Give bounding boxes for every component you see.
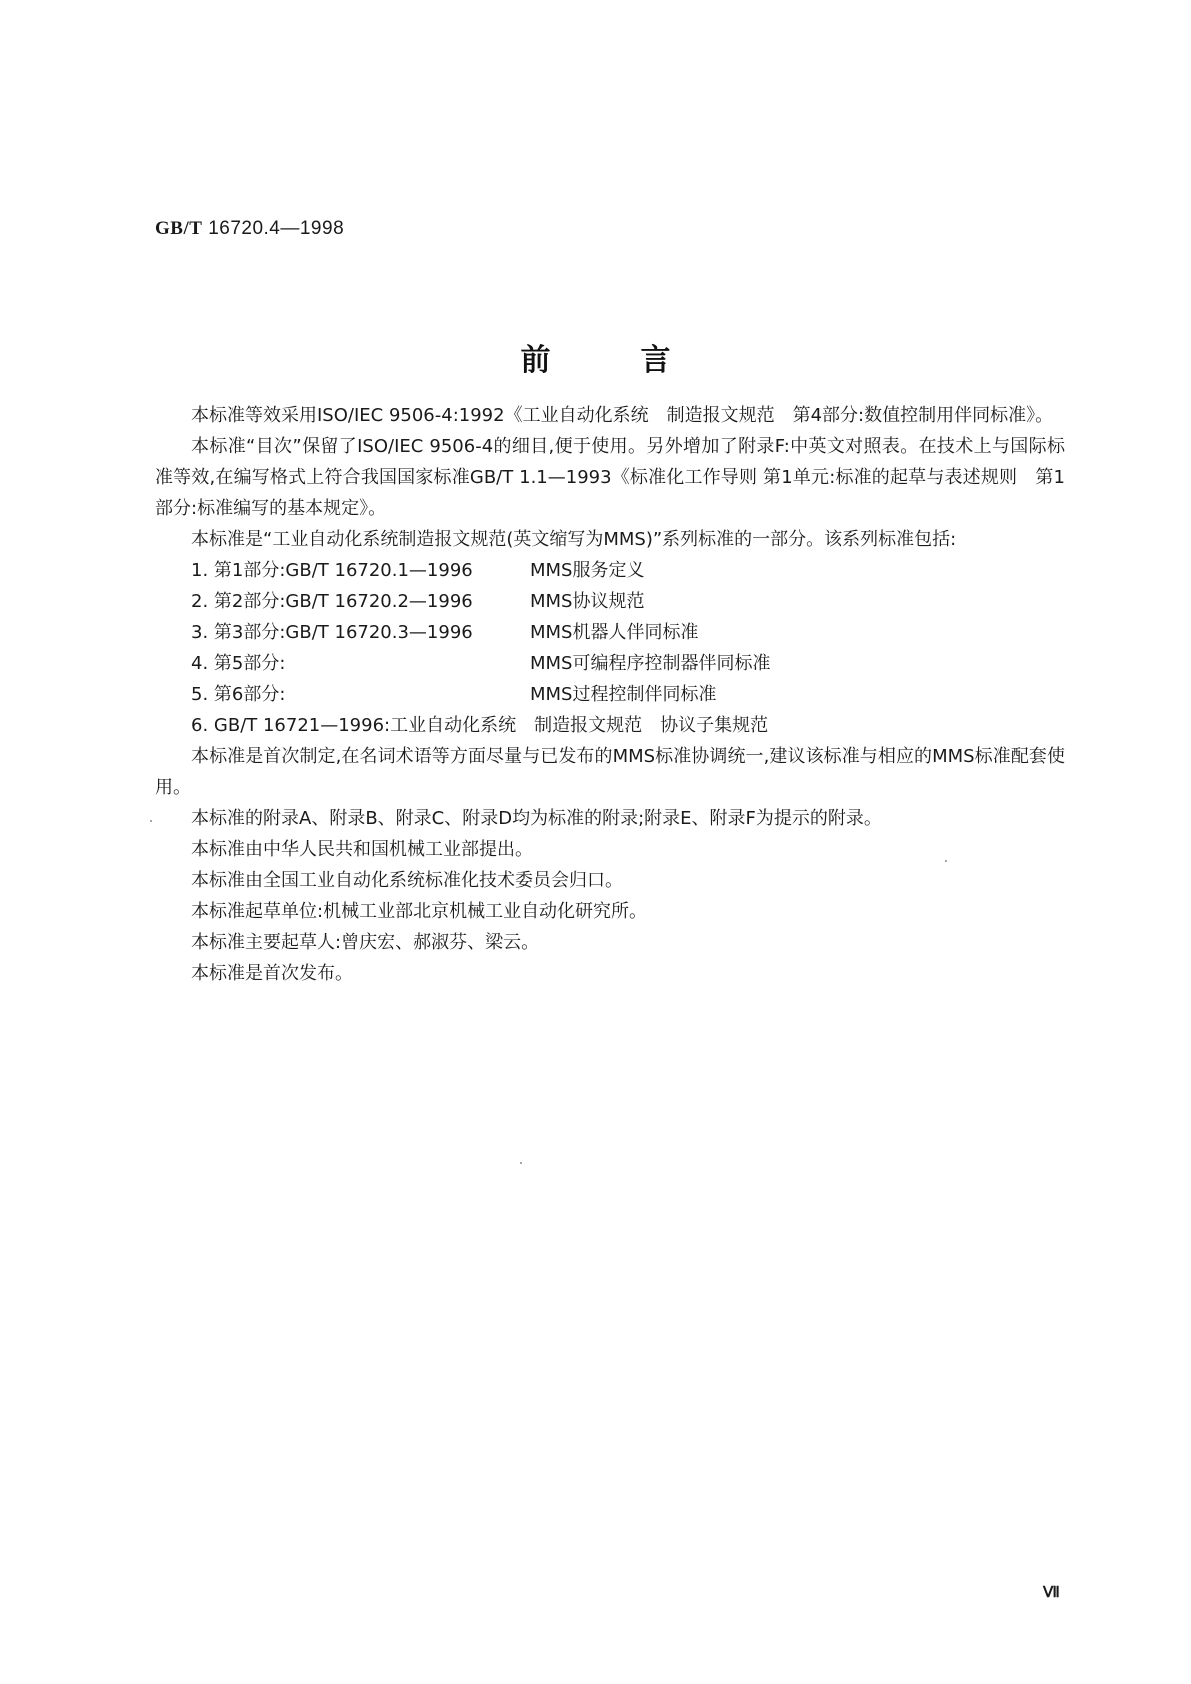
list-item-part: 3. 第3部分:GB/T 16720.3—1996	[191, 622, 473, 643]
paragraph-committee: 本标准由全国工业自动化系统标准化技术委员会归口。	[191, 870, 623, 891]
series-standards-list	[155, 555, 1065, 741]
list-item-part: 6. GB/T 16721—1996:工业自动化系统 制造报文规范 协议子集规范	[191, 715, 769, 736]
page-number: Ⅶ	[1043, 1585, 1060, 1601]
list-item-title: MMS过程控制伴同标准	[530, 684, 717, 705]
paragraph-first-edition-note: 本标准是首次制定,在名词术语等方面尽量与已发布的MMS标准协调统一,建议该标准与相应的MMS标准配套使用。	[155, 746, 1065, 798]
list-item	[155, 617, 1065, 648]
paragraph-first-release: 本标准是首次发布。	[191, 963, 353, 984]
paragraph-drafting-unit: 本标准起草单位:机械工业部北京机械工业自动化研究所。	[191, 901, 648, 922]
page-title: 前言	[520, 343, 761, 378]
list-item	[155, 555, 1065, 586]
list-item	[155, 679, 1065, 710]
list-item-part: 4. 第5部分:	[191, 653, 286, 674]
list-item-title: MMS可编程序控制器伴同标准	[530, 653, 771, 674]
list-item	[155, 710, 1065, 741]
list-item-part: 5. 第6部分:	[191, 684, 286, 705]
list-item-part: 1. 第1部分:GB/T 16720.1—1996	[191, 560, 473, 581]
list-item-title: MMS协议规范	[530, 591, 645, 612]
paragraph-contents-note: 本标准“目次”保留了ISO/IEC 9506-4的细目,便于使用。另外增加了附录F:中英文对照表。在技术上与国际标准等效,在编写格式上符合我国国家标准GB/T 1.1—1993《标准化工作导则 第1单元:标准的起草与表述规则 第1部分:标准编写的基本规定》。	[155, 436, 1065, 519]
scan-speck	[520, 1162, 522, 1164]
paragraph-drafters: 本标准主要起草人:曾庆宏、郝淑芬、梁云。	[191, 932, 540, 953]
scan-speck	[945, 860, 947, 862]
paragraph-series-intro: 本标准是“工业自动化系统制造报文规范(英文缩写为MMS)”系列标准的一部分。该系列标准包括:	[191, 529, 957, 550]
list-item-title: MMS服务定义	[530, 560, 645, 581]
paragraph-adoption: 本标准等效采用ISO/IEC 9506-4:1992《工业自动化系统 制造报文规范 第4部分:数值控制用伴同标准》。	[191, 405, 1054, 426]
list-item	[155, 648, 1065, 679]
foreword-body	[155, 400, 1065, 989]
scan-speck	[150, 820, 152, 822]
paragraph-annexes: 本标准的附录A、附录B、附录C、附录D均为标准的附录;附录E、附录F为提示的附录。	[191, 808, 882, 829]
list-item-part: 2. 第2部分:GB/T 16720.2—1996	[191, 591, 473, 612]
standard-number: 16720.4—1998	[208, 218, 345, 239]
paragraph-proposer: 本标准由中华人民共和国机械工业部提出。	[191, 839, 533, 860]
list-item-title: MMS机器人伴同标准	[530, 622, 699, 643]
standard-prefix: GB/T	[155, 218, 203, 239]
standard-number-header	[155, 218, 344, 240]
list-item	[155, 586, 1065, 617]
